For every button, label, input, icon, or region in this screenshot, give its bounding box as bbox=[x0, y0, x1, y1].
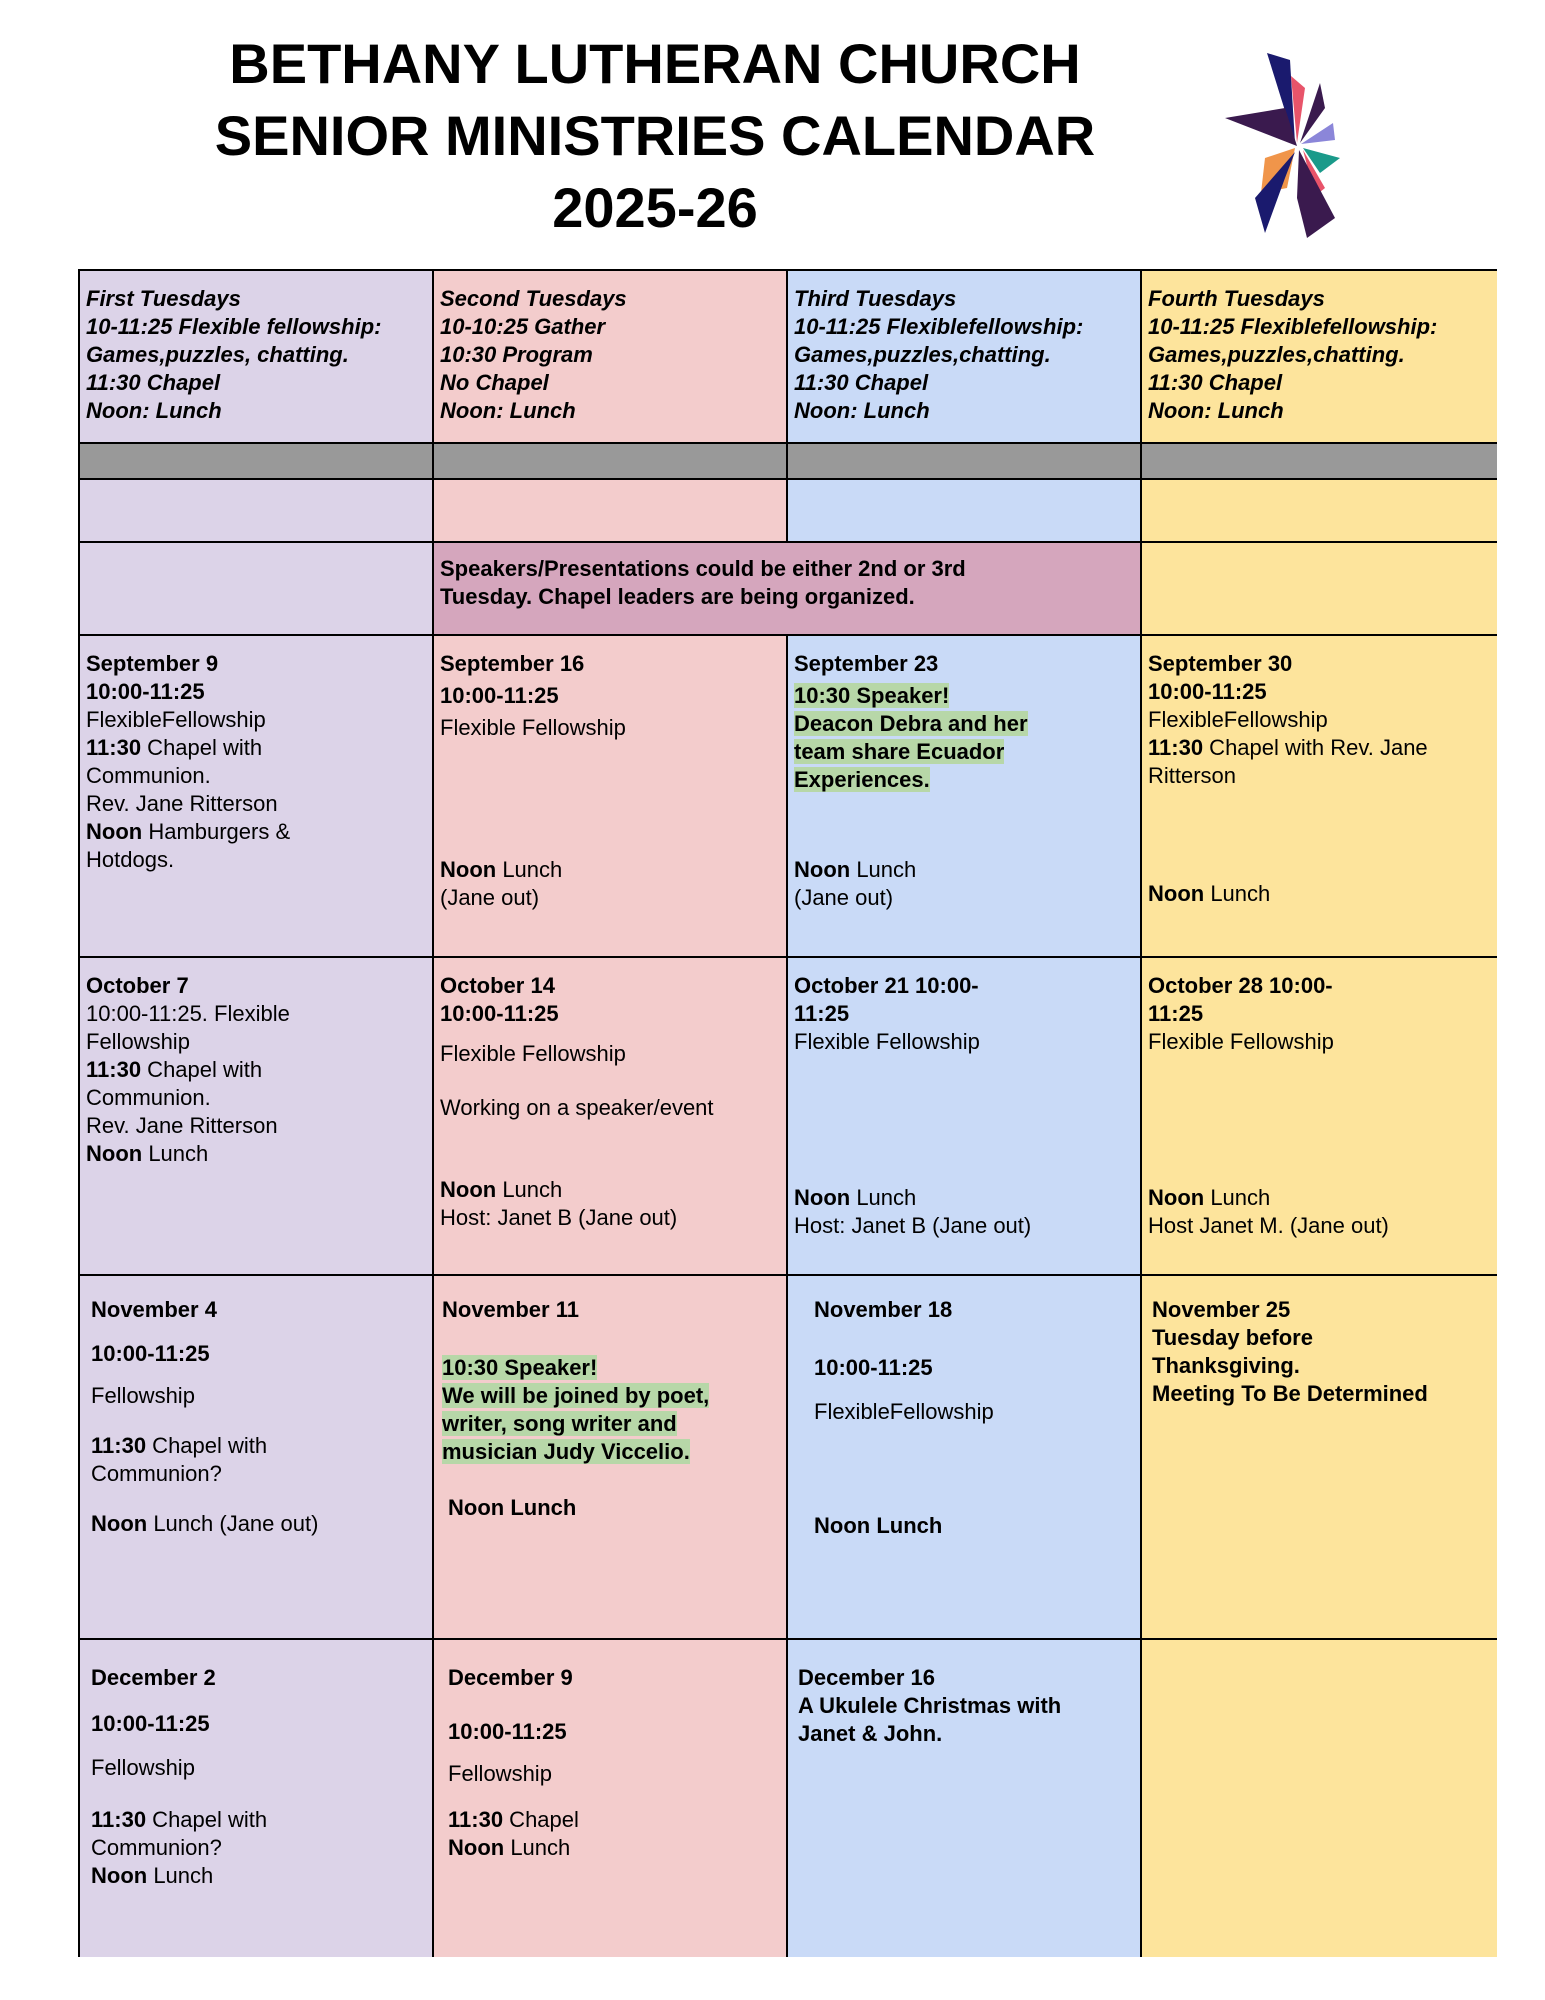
gray-divider bbox=[434, 444, 788, 480]
empty-cell bbox=[1142, 480, 1497, 543]
header-second-tuesdays: Second Tuesdays 10-10:25 Gather 10:30 Program No Chapel Noon: Lunch bbox=[434, 271, 788, 444]
cell-october-28: October 28 10:00- 11:25 Flexible Fellowship Noon Lunch Host Janet M. (Jane out) bbox=[1142, 958, 1497, 1276]
speakers-note: Speakers/Presentations could be either 2nd or 3rd Tuesday. Chapel leaders are being organized. bbox=[434, 543, 1142, 636]
header-fourth-tuesdays: Fourth Tuesdays 10-11:25 Flexiblefellowship: Games,puzzles,chatting. 11:30 Chapel Noon: Lunch bbox=[1142, 271, 1497, 444]
cell-december-9: December 9 10:00-11:25 Fellowship 11:30 Chapel Noon Lunch bbox=[434, 1640, 788, 1957]
empty-cell bbox=[434, 480, 788, 543]
cell-december-23-empty bbox=[1142, 1640, 1497, 1957]
cell-december-2: December 2 10:00-11:25 Fellowship 11:30 Chapel with Communion? Noon Lunch bbox=[80, 1640, 434, 1957]
gray-divider bbox=[1142, 444, 1497, 480]
gray-divider bbox=[80, 444, 434, 480]
gray-divider bbox=[788, 444, 1142, 480]
title-line-1: BETHANY LUTHERAN CHURCH bbox=[229, 32, 1081, 95]
title-line-2: SENIOR MINISTRIES CALENDAR bbox=[214, 104, 1096, 167]
cell-november-4: November 4 10:00-11:25 Fellowship 11:30 Chapel with Communion? Noon Lunch (Jane out) bbox=[80, 1276, 434, 1640]
cell-october-7: October 7 10:00-11:25. Flexible Fellowship 11:30 Chapel with Communion. Rev. Jane Ritterson Noon Lunch bbox=[80, 958, 434, 1276]
header-third-tuesdays: Third Tuesdays 10-11:25 Flexiblefellowship: Games,puzzles,chatting. 11:30 Chapel Noon: Lunch bbox=[788, 271, 1142, 444]
church-logo-icon bbox=[1225, 48, 1375, 238]
empty-cell bbox=[80, 480, 434, 543]
cell-november-18: November 18 10:00-11:25 FlexibleFellowship Noon Lunch bbox=[788, 1276, 1142, 1640]
cell-september-16: September 16 10:00-11:25 Flexible Fellowship Noon Lunch (Jane out) bbox=[434, 636, 788, 958]
cell-september-30: September 30 10:00-11:25 FlexibleFellowship 11:30 Chapel with Rev. Jane Ritterson Noon Lunch bbox=[1142, 636, 1497, 958]
empty-cell bbox=[1142, 543, 1497, 636]
cell-october-21: October 21 10:00- 11:25 Flexible Fellowship Noon Lunch Host: Janet B (Jane out) bbox=[788, 958, 1142, 1276]
cell-november-25: November 25 Tuesday before Thanksgiving. Meeting To Be Determined bbox=[1142, 1276, 1497, 1640]
cell-december-16: December 16 A Ukulele Christmas with Janet & John. bbox=[788, 1640, 1142, 1957]
cell-september-9: September 9 10:00-11:25 FlexibleFellowship 11:30 Chapel with Communion. Rev. Jane Ritterson Noon Hamburgers & Hotdogs. bbox=[80, 636, 434, 958]
cell-november-11: November 11 10:30 Speaker! We will be joined by poet, writer, song writer and musician Judy Viccelio. Noon Lunch bbox=[434, 1276, 788, 1640]
title-line-3: 2025-26 bbox=[552, 176, 758, 239]
cell-october-14: October 14 10:00-11:25 Flexible Fellowship Working on a speaker/event Noon Lunch Host: Janet B (Jane out) bbox=[434, 958, 788, 1276]
empty-cell bbox=[80, 543, 434, 636]
calendar-table bbox=[78, 269, 1497, 1957]
page-title bbox=[0, 28, 1310, 244]
empty-cell bbox=[788, 480, 1142, 543]
header-first-tuesdays: First Tuesdays 10-11:25 Flexible fellowship: Games,puzzles, chatting. 11:30 Chapel Noon: Lunch bbox=[80, 271, 434, 444]
cell-september-23: September 23 10:30 Speaker! Deacon Debra and her team share Ecuador Experiences. Noon Lunch (Jane out) bbox=[788, 636, 1142, 958]
